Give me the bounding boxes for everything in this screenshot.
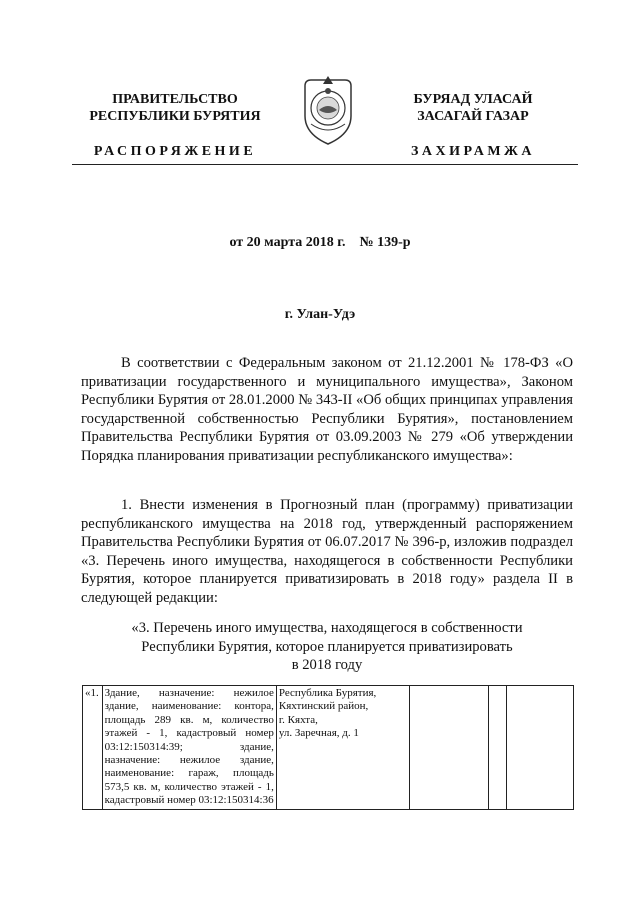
- document-date: от 20 марта 2018 г.: [229, 235, 346, 250]
- row-number-cell: «1.: [83, 686, 103, 810]
- address-line-1: Республика Бурятия,: [278, 687, 377, 699]
- address-line-3: г. Кяхта,: [278, 713, 318, 726]
- header-right-line-1: БУРЯАД УЛАСАЙ: [413, 92, 533, 107]
- header-left-line-2: РЕСПУБЛИКИ БУРЯТИЯ: [89, 109, 261, 124]
- empty-cell: [489, 686, 507, 810]
- address-line-2: Кяхтинский район,: [278, 700, 369, 713]
- description-cell: Здание, назначение: нежилое здание, наименование: контора, площадь 289 кв. м, количество этажей - 1, кадастровый номер 03:12:150314:39; здание, назначение: нежилое здание, наименование: гараж, площадь 573,5 кв. м, количество этажей - 1, кадастровый номер 03:12:150314:36: [102, 686, 276, 810]
- doc-type-russian: РАСПОРЯЖЕНИЕ: [93, 144, 257, 159]
- header-right-line-2: ЗАСАГАЙ ГАЗАР: [417, 109, 529, 124]
- document-number: № 139-р: [359, 235, 411, 250]
- property-table: [82, 685, 574, 810]
- header-divider: [72, 164, 578, 165]
- paragraph-item-1: 1. Внести изменения в Прогнозный план (программу) приватизации республиканского имущества на 2018 год, утвержденный распоряжением Правительства Республики Бурятия от 06.07.2017 № 396-р, изложив подраздел «3. Перечень иного имущества, находящегося в собственности Республики Бурятия, которое планируется приватизировать в 2018 году» раздела II в следующей редакции:: [81, 497, 573, 606]
- subtitle-line-1: «3. Перечень иного имущества, находящегося в собственности: [131, 620, 523, 636]
- empty-cell: [506, 686, 573, 810]
- table-row: [83, 686, 574, 810]
- doc-type-buryat: ЗАХИРАМЖА: [410, 144, 536, 159]
- address-line-4: ул. Заречная, д. 1: [278, 727, 359, 740]
- header-right: [373, 91, 573, 160]
- section-subtitle: [81, 619, 573, 675]
- date-number-line: [0, 235, 640, 251]
- subtitle-line-3: в 2018 году: [291, 657, 363, 674]
- empty-cell: [409, 686, 488, 810]
- address-cell: [276, 686, 409, 810]
- header-left: [70, 91, 280, 160]
- document-city: г. Улан-Удэ: [284, 307, 356, 322]
- coat-of-arms-icon: [297, 72, 359, 148]
- subtitle-line-2: Республики Бурятия, которое планируется приватизировать: [141, 638, 513, 655]
- paragraph-preamble: В соответствии с Федеральным законом от 21.12.2001 № 178-ФЗ «О приватизации государственного и муниципального имущества», Законом Республики Бурятия от 28.01.2000 № 343-II «Об общих принципах управления государственной собственностью Республики Бурятия», постановлением Правительства Республики Бурятия от 03.09.2003 № 279 «Об утверждении Порядка планирования приватизации республиканского имущества»:: [81, 355, 573, 464]
- header-left-line-1: ПРАВИТЕЛЬСТВО: [112, 92, 238, 107]
